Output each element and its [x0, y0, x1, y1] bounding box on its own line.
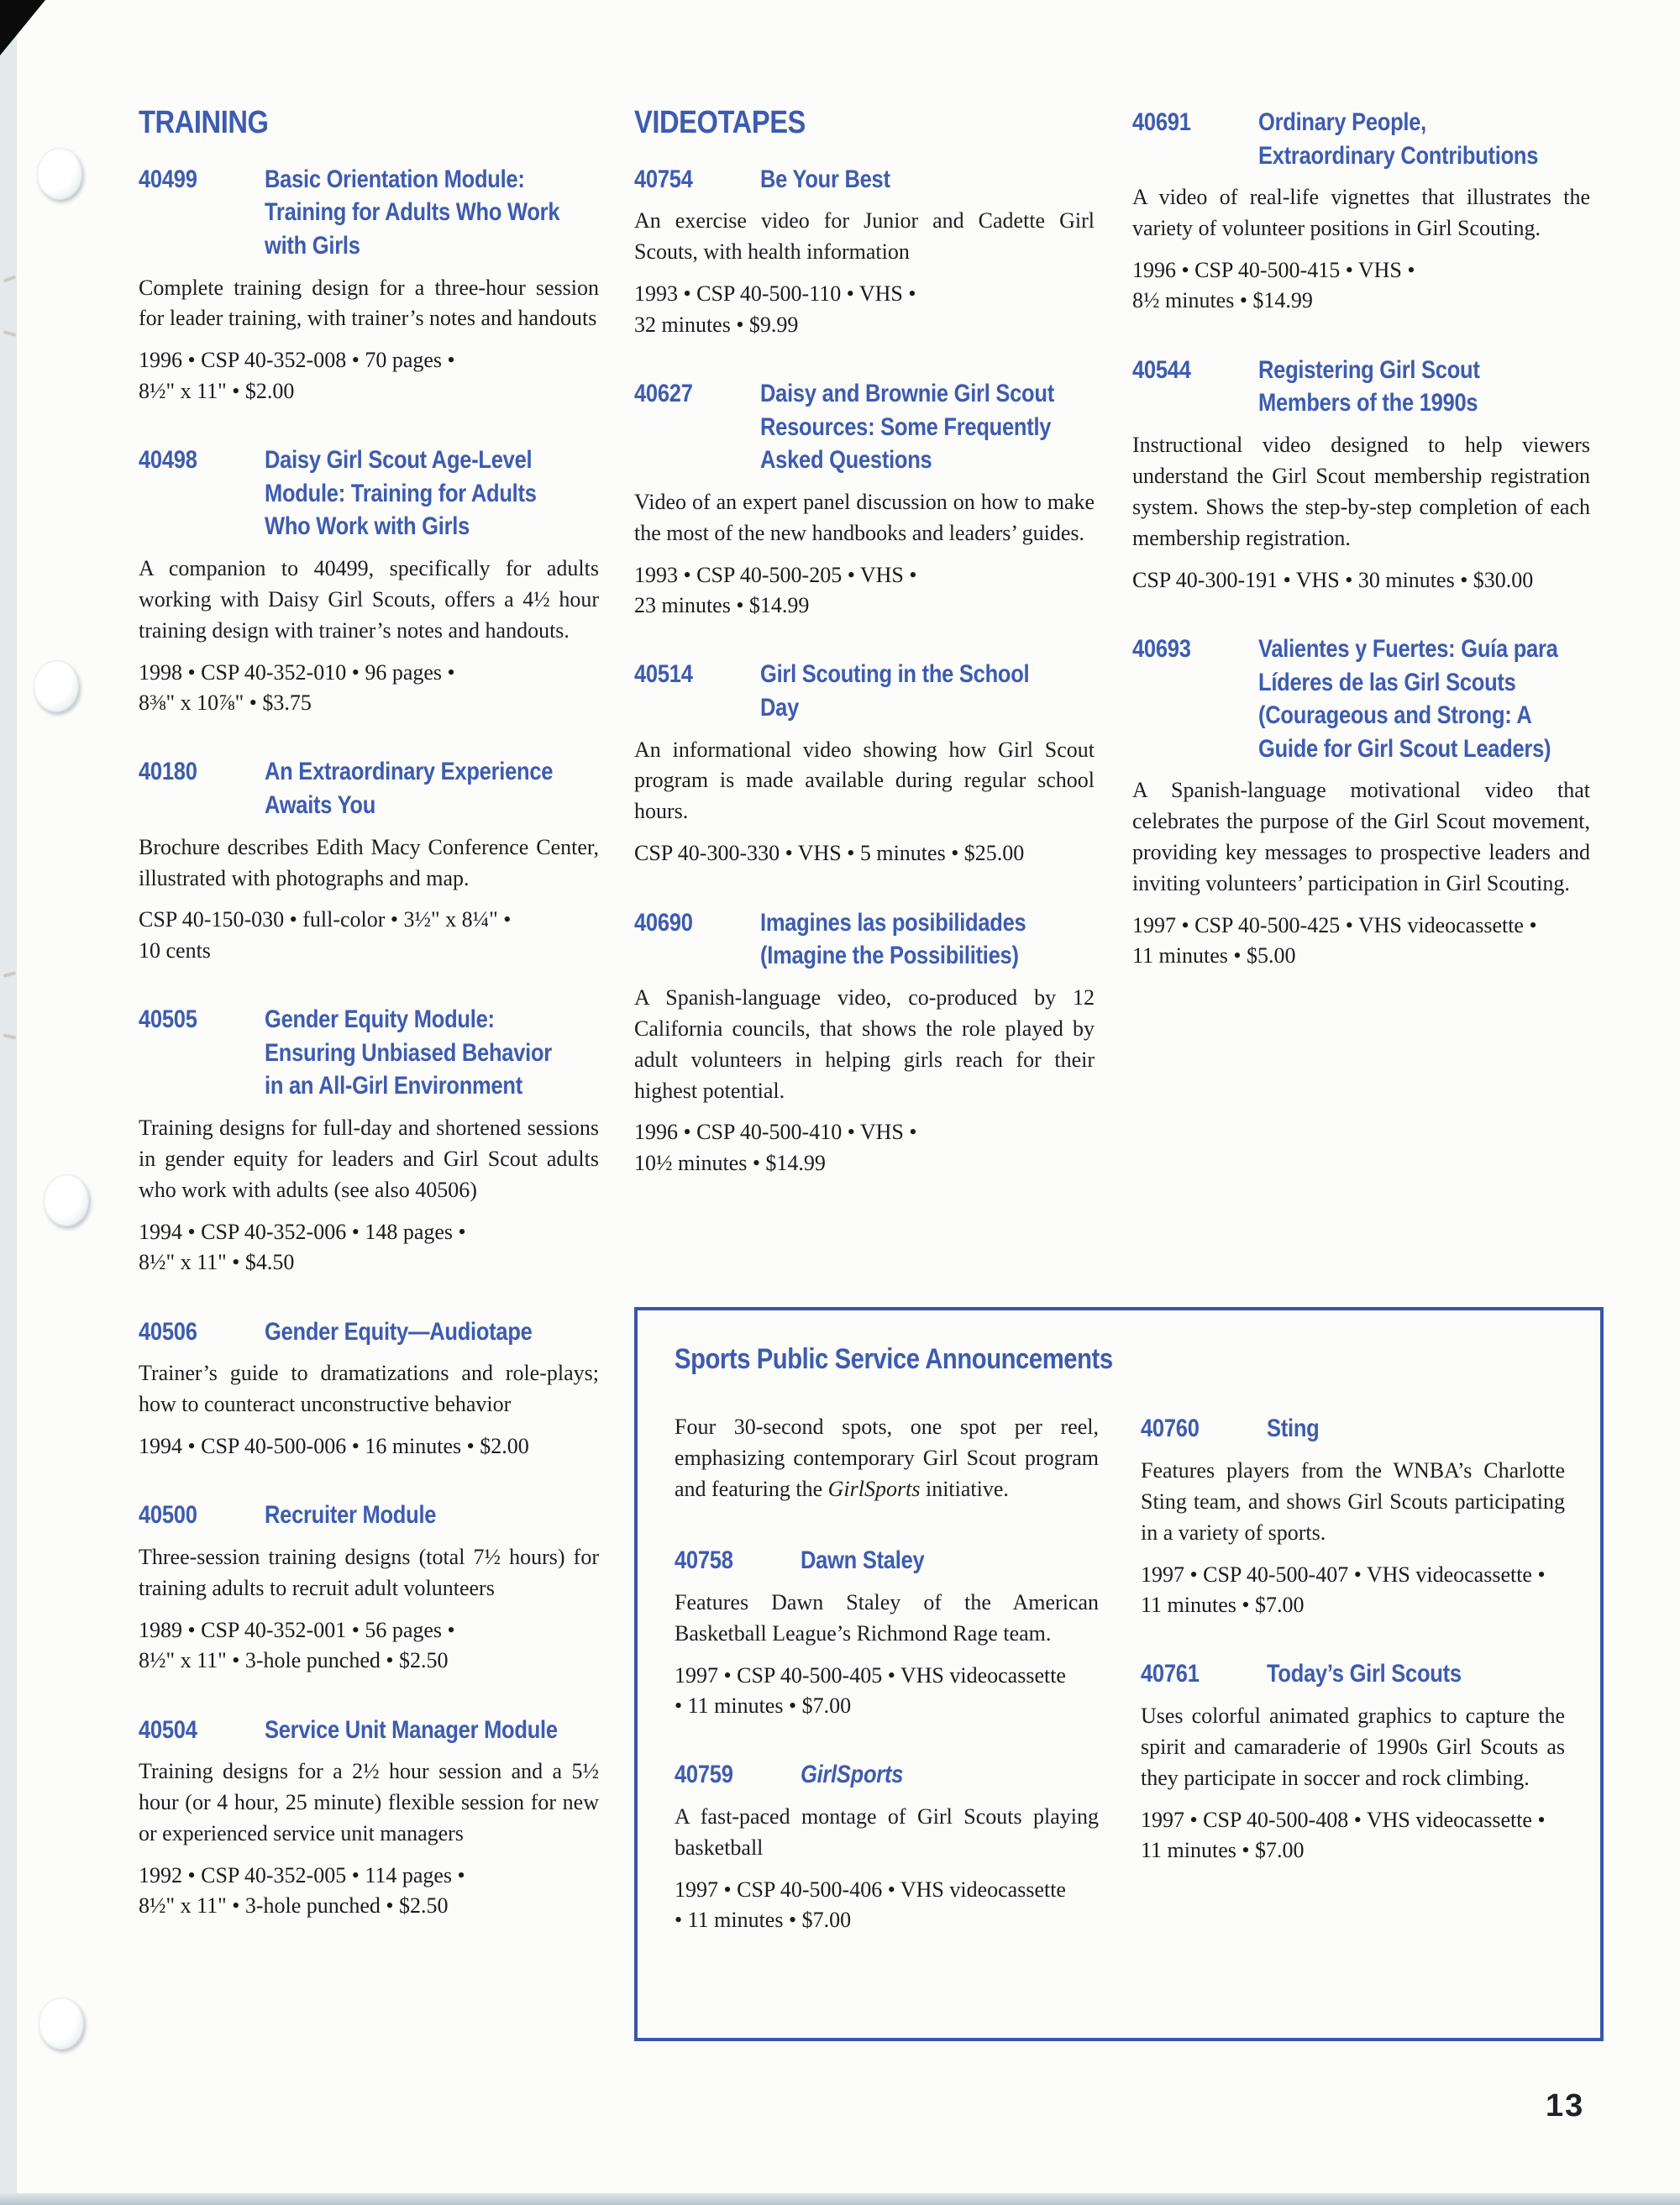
entry-title: Sting: [1267, 1415, 1320, 1443]
entry-meta: 1994 • CSP 40-352-006 • 148 pages • 8½" x 11" • $4.50: [139, 1219, 466, 1275]
sports-box-left-column: [675, 1412, 1099, 1972]
entry-description: Uses colorful animated graphics to capture the spirit and camaraderie of 1990s Girl Scouts as they participate in soccer and rock climbing.: [1141, 1704, 1565, 1790]
entry-meta: 1997 • CSP 40-500-408 • VHS videocassette • 11 minutes • $7.00: [1141, 1807, 1546, 1863]
entry-code: 40498: [139, 446, 197, 475]
catalog-entry-40506: [139, 1315, 599, 1462]
bottom-rule: [0, 2193, 1680, 2205]
entry-description: Training designs for full-day and shortened sessions in gender equity for leaders and Girl Scout adults who work with adults (see also 40506): [139, 1116, 599, 1202]
entry-meta: 1997 • CSP 40-500-425 • VHS videocassette • 11 minutes • $5.00: [1132, 912, 1537, 969]
entry-title: GirlSports: [801, 1761, 904, 1789]
entry-code: 40761: [1141, 1660, 1200, 1688]
catalog-entry-40761: [1141, 1657, 1565, 1866]
catalog-entry-40691: [1132, 106, 1590, 317]
entry-description: An informational video showing how Girl Scout program is made available during regular school hours.: [634, 737, 1095, 824]
entry-code: 40504: [139, 1715, 197, 1744]
punch-hole: [44, 1174, 89, 1226]
entry-meta: 1997 • CSP 40-500-406 • VHS videocassette • 11 minutes • $7.00: [675, 1877, 1066, 1933]
sports-box-intro: Four 30-second spots, one spot per reel, emphasizing contemporary Girl Scout program and featuring the GirlSports initiative.: [675, 1415, 1099, 1502]
entry-description: Trainer’s guide to dramatizations and role-plays; how to counteract unconstructive behavior: [139, 1361, 599, 1417]
entry-meta: 1998 • CSP 40-352-010 • 96 pages • 8⅜" x 10⅞" • $3.75: [139, 659, 455, 716]
entry-code: 40760: [1141, 1415, 1200, 1443]
entry-code: 40693: [1132, 634, 1191, 663]
corner-wedge: [0, 0, 45, 55]
catalog-entry-40627: [634, 377, 1095, 621]
entry-code: 40627: [634, 379, 693, 407]
catalog-entry-40500: [139, 1499, 599, 1676]
entry-title: Service Unit Manager Module: [265, 1715, 558, 1744]
entry-title: Gender Equity—Audiotape: [265, 1317, 533, 1346]
catalog-entry-40758: [675, 1544, 1099, 1721]
punch-hole: [37, 148, 82, 200]
entry-description: A fast-paced montage of Girl Scouts playing basketball: [675, 1803, 1099, 1860]
entry-code: 40500: [139, 1501, 197, 1530]
entry-title: Recruiter Module: [265, 1501, 437, 1530]
entry-title: Today’s Girl Scouts: [1267, 1660, 1462, 1688]
catalog-entry-40759: [675, 1758, 1099, 1935]
entry-meta: 1992 • CSP 40-352-005 • 114 pages • 8½" x 11" • 3-hole punched • $2.50: [139, 1862, 465, 1919]
entry-title: Gender Equity Module: Ensuring Unbiased Behavior in an All-Girl Environment: [265, 1005, 552, 1100]
entry-title: Imagines las posibilidades (Imagine the Possibilities): [760, 908, 1026, 970]
entry-title: Daisy and Brownie Girl Scout Resources: Some Frequently Asked Questions: [760, 379, 1054, 475]
entry-title: Be Your Best: [760, 165, 890, 193]
entry-description: A Spanish-language motivational video that celebrates the purpose of the Girl Scout movement, providing key messages to prospective leaders and inviting volunteers’ participation in Girl Scouting.: [1132, 778, 1590, 896]
column-right: [1132, 106, 1590, 1009]
entry-code: 40690: [634, 908, 693, 937]
entry-title: Valientes y Fuertes: Guía para Líderes de las Girl Scouts (Courageous and Strong: A Guide for Girl Scout Leaders): [1258, 634, 1558, 763]
entry-title: Dawn Staley: [801, 1546, 925, 1575]
entry-title: Daisy Girl Scout Age-Level Module: Training for Adults Who Work with Girls: [265, 446, 537, 541]
catalog-entry-40544: [1132, 354, 1590, 596]
catalog-entry-40760: [1141, 1412, 1565, 1620]
entry-code: 40499: [139, 165, 197, 193]
entry-description: Brochure describes Edith Macy Conference Center, illustrated with photographs and map.: [139, 834, 599, 890]
entry-description: An exercise video for Junior and Cadette Girl Scouts, with health information: [634, 208, 1095, 265]
catalog-entry-40180: [139, 755, 599, 966]
entry-meta: 1997 • CSP 40-500-407 • VHS videocassette • 11 minutes • $7.00: [1141, 1562, 1546, 1618]
entry-code: 40514: [634, 660, 693, 689]
entry-meta: CSP 40-300-330 • VHS • 5 minutes • $25.00: [634, 841, 1025, 866]
entry-description: Complete training design for a three-hour session for leader training, with trainer’s notes and handouts: [139, 275, 599, 331]
column-videotapes: [634, 106, 1095, 1215]
entry-description: A video of real-life vignettes that illustrates the variety of volunteer positions in Girl Scouting.: [1132, 185, 1590, 241]
entry-description: Instructional video designed to help viewers understand the Girl Scout membership registration system. Shows the step-by-step completion of each membership registration.: [1132, 432, 1590, 550]
catalog-entry-40690: [634, 906, 1095, 1179]
entry-meta: 1993 • CSP 40-500-110 • VHS • 32 minutes • $9.99: [634, 281, 916, 337]
sports-box-header: Sports Public Service Announcements: [675, 1343, 1113, 1375]
entry-meta: 1993 • CSP 40-500-205 • VHS • 23 minutes • $14.99: [634, 562, 917, 617]
entry-code: 40758: [675, 1546, 733, 1575]
entry-meta: 1989 • CSP 40-352-001 • 56 pages • 8½" x 11" • 3-hole punched • $2.50: [139, 1617, 455, 1673]
entry-meta: CSP 40-300-191 • VHS • 30 minutes • $30.00: [1132, 567, 1534, 592]
entry-description: Video of an expert panel discussion on how to make the most of the new handbooks and leaders’ guides.: [634, 489, 1095, 545]
catalog-entry-40499: [139, 163, 599, 407]
catalog-entry-40498: [139, 444, 599, 718]
catalog-entry-40504: [139, 1714, 599, 1922]
catalog-entry-40505: [139, 1003, 599, 1278]
sports-psa-box: [634, 1307, 1604, 2041]
entry-title: An Extraordinary Experience Awaits You: [265, 758, 554, 820]
entry-description: Three-session training designs (total 7½ hours) for training adults to recruit adult volunteers: [139, 1544, 599, 1600]
entry-title: Registering Girl Scout Members of the 1990s: [1258, 355, 1480, 417]
entry-meta: 1996 • CSP 40-500-415 • VHS • 8½ minutes • $14.99: [1132, 258, 1415, 313]
catalog-entry-40514: [634, 658, 1095, 869]
section-header-training: TRAINING: [139, 105, 269, 140]
entry-meta: CSP 40-150-030 • full-color • 3½" x 8¼" • 10 cents: [139, 907, 512, 963]
entry-code: 40180: [139, 758, 197, 786]
entry-meta: 1996 • CSP 40-500-410 • VHS • 10½ minutes • $14.99: [634, 1120, 917, 1175]
entry-title: Ordinary People, Extraordinary Contributions: [1258, 108, 1539, 170]
entry-description: A companion to 40499, specifically for adults working with Daisy Girl Scouts, offers a 4½ hour training design with trainer’s notes and handouts.: [139, 555, 599, 643]
entry-code: 40544: [1132, 355, 1191, 384]
entry-code: 40759: [675, 1761, 733, 1789]
entry-code: 40506: [139, 1317, 197, 1346]
entry-meta: 1996 • CSP 40-352-008 • 70 pages • 8½" x 11" • $2.00: [139, 348, 455, 403]
entry-description: Features Dawn Staley of the American Basketball League’s Richmond Rage team.: [675, 1589, 1099, 1646]
girlsports-italic: GirlSports: [827, 1477, 921, 1502]
entry-title: Girl Scouting in the School Day: [760, 660, 1030, 722]
page-number: 13: [1546, 2088, 1585, 2124]
entry-code: 40691: [1132, 108, 1191, 136]
entry-meta: 1997 • CSP 40-500-405 • VHS videocassette • 11 minutes • $7.00: [675, 1662, 1066, 1718]
sports-box-right-column: [1141, 1412, 1565, 1972]
entry-description: A Spanish-language video, co-produced by 12 California councils, that shows the role played by adult volunteers in helping girls reach for their highest potential.: [634, 984, 1095, 1103]
entry-title: Basic Orientation Module: Training for Adults Who Work with Girls: [265, 165, 560, 260]
column-training: [139, 106, 599, 1959]
entry-description: Training designs for a 2½ hour session and a 5½ hour (or 4 hour, 25 minute) flexible session for new or experienced service unit managers: [139, 1759, 599, 1845]
entry-code: 40754: [634, 165, 693, 193]
punch-hole: [39, 1998, 84, 2050]
catalog-entry-40754: [634, 163, 1095, 340]
entry-meta: 1994 • CSP 40-500-006 • 16 minutes • $2.00: [139, 1433, 529, 1458]
entry-code: 40505: [139, 1005, 197, 1034]
punch-hole: [34, 660, 79, 712]
section-header-videotapes: VIDEOTAPES: [634, 105, 806, 140]
entry-description: Features players from the WNBA’s Charlotte Sting team, and shows Girl Scouts participating in a variety of sports.: [1141, 1457, 1565, 1545]
catalog-entry-40693: [1132, 633, 1590, 972]
